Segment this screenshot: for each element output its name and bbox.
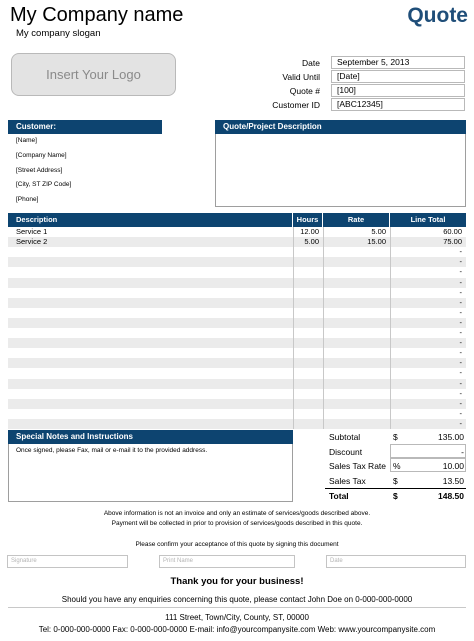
- footer-divider: [8, 607, 466, 608]
- disclaimer-line-2: Payment will be collected in prior to provision of services/goods described in this quote.: [111, 520, 363, 527]
- column-line-total: Line Total: [390, 213, 466, 227]
- customer-phone[interactable]: [Phone]: [16, 196, 39, 203]
- total-value: 148.50: [438, 491, 464, 501]
- table-row[interactable]: [8, 278, 466, 288]
- customer-street[interactable]: [Street Address]: [16, 167, 63, 174]
- subtotal-currency: $: [393, 432, 398, 442]
- cell-line-total: -: [459, 247, 462, 257]
- total-currency: $: [393, 491, 398, 501]
- customer-heading: Customer:: [8, 120, 162, 134]
- cell-rate: 5.00: [371, 227, 386, 236]
- company-contact-line: Tel: 0-000-000-0000 Fax: 0-000-000-0000 E-mail: info@yourcompanysite.com Web: www.yourcompanysite.com: [38, 625, 436, 634]
- cell-line-total: -: [459, 368, 462, 378]
- total-label: Total: [329, 491, 349, 501]
- table-row[interactable]: [8, 257, 466, 267]
- company-name: My Company name: [10, 4, 184, 26]
- cell-line-total: -: [459, 287, 462, 297]
- subtotal-value: 135.00: [438, 432, 464, 442]
- customer-id-label: Customer ID: [272, 100, 320, 110]
- column-divider: [293, 227, 294, 429]
- cell-rate: 15.00: [367, 237, 386, 247]
- subtotal-label: Subtotal: [329, 432, 361, 442]
- disclaimer-line-1: Above information is not an invoice and only an estimate of services/goods described above.: [103, 510, 371, 517]
- cell-line-total: -: [459, 267, 462, 277]
- table-row[interactable]: [8, 368, 466, 378]
- cell-line-total: -: [459, 338, 462, 348]
- table-row[interactable]: [8, 389, 466, 399]
- discount-field[interactable]: [390, 444, 466, 458]
- notes-heading: Special Notes and Instructions: [8, 430, 293, 444]
- customer-name[interactable]: [Name]: [16, 137, 37, 144]
- table-row[interactable]: [8, 247, 466, 257]
- table-row[interactable]: [8, 267, 466, 277]
- valid-until-field[interactable]: [Date]: [331, 70, 465, 83]
- cell-line-total: -: [459, 388, 462, 398]
- cell-line-total: 60.00: [443, 227, 462, 236]
- cell-line-total: 75.00: [443, 237, 462, 247]
- tax-rate-value: 10.00: [442, 461, 464, 471]
- cell-line-total: -: [459, 328, 462, 337]
- cell-line-total: -: [459, 418, 462, 428]
- discount-value: -: [461, 447, 464, 457]
- column-divider: [323, 227, 324, 429]
- company-slogan: My company slogan: [16, 28, 101, 39]
- table-row[interactable]: [8, 409, 466, 419]
- column-rate: Rate: [323, 213, 390, 227]
- tax-rate-percent: %: [393, 461, 401, 471]
- print-name-field[interactable]: Print Name: [159, 555, 295, 568]
- cell-line-total: -: [459, 378, 462, 388]
- date-signature-field[interactable]: Date: [326, 555, 466, 568]
- document-title: Quote: [407, 4, 468, 27]
- table-row[interactable]: [8, 328, 466, 338]
- discount-label: Discount: [329, 447, 363, 457]
- customer-city[interactable]: [City, ST ZIP Code]: [16, 181, 72, 188]
- table-row[interactable]: [8, 419, 466, 429]
- cell-line-total: -: [459, 398, 462, 408]
- table-row[interactable]: [8, 288, 466, 298]
- cell-hours: 12.00: [300, 227, 319, 236]
- logo-placeholder[interactable]: [11, 53, 176, 96]
- quote-number-field[interactable]: [100]: [331, 84, 465, 97]
- table-row[interactable]: [8, 338, 466, 348]
- cell-description: Service 2: [16, 237, 48, 247]
- column-hours: Hours: [293, 213, 323, 227]
- table-row[interactable]: [8, 227, 466, 237]
- cell-line-total: -: [459, 297, 462, 307]
- table-row[interactable]: [8, 399, 466, 409]
- cell-line-total: -: [459, 317, 462, 327]
- table-row[interactable]: [8, 379, 466, 389]
- table-row[interactable]: [8, 298, 466, 308]
- sales-tax-value: 13.50: [442, 476, 464, 486]
- table-row[interactable]: [8, 348, 466, 358]
- quote-number-label: Quote #: [289, 86, 320, 96]
- table-row[interactable]: [8, 358, 466, 368]
- cell-line-total: -: [459, 348, 462, 358]
- description-box[interactable]: [215, 134, 466, 207]
- valid-until-label: Valid Until: [282, 72, 320, 82]
- table-row[interactable]: [8, 308, 466, 318]
- date-label: Date: [302, 58, 320, 68]
- customer-id-field[interactable]: [ABC12345]: [331, 98, 465, 111]
- customer-company[interactable]: [Company Name]: [16, 152, 67, 159]
- cell-line-total: -: [459, 257, 462, 267]
- column-description: Description: [8, 213, 293, 227]
- notes-text: Once signed, please Fax, mail or e-mail it to the provided address.: [16, 447, 208, 454]
- description-heading: Quote/Project Description: [215, 120, 466, 134]
- company-address: 111 Street, Town/City, County, ST, 00000: [165, 613, 309, 622]
- tax-rate-label: Sales Tax Rate: [329, 461, 387, 471]
- contact-enquiries: Should you have any enquiries concerning this quote, please contact John Doe on 0-000-000-0000: [61, 595, 413, 604]
- cell-line-total: -: [459, 358, 462, 368]
- items-table-header: [8, 213, 466, 227]
- column-divider: [390, 227, 391, 429]
- cell-line-total: -: [459, 307, 462, 317]
- cell-line-total: -: [459, 408, 462, 418]
- signature-field[interactable]: Signature: [7, 555, 128, 568]
- sales-tax-currency: $: [393, 476, 398, 486]
- cell-hours: 5.00: [304, 237, 319, 247]
- logo-placeholder-text: Insert Your Logo: [46, 67, 141, 82]
- cell-description: Service 1: [16, 227, 48, 236]
- date-field[interactable]: September 5, 2013: [331, 56, 465, 69]
- table-row[interactable]: [8, 237, 466, 247]
- confirm-text: Please confirm your acceptance of this quote by signing this document: [135, 541, 339, 548]
- total-divider: [325, 488, 466, 489]
- sales-tax-label: Sales Tax: [329, 476, 366, 486]
- table-row[interactable]: [8, 318, 466, 328]
- cell-line-total: -: [459, 277, 462, 287]
- thank-you: Thank you for your business!: [170, 576, 304, 587]
